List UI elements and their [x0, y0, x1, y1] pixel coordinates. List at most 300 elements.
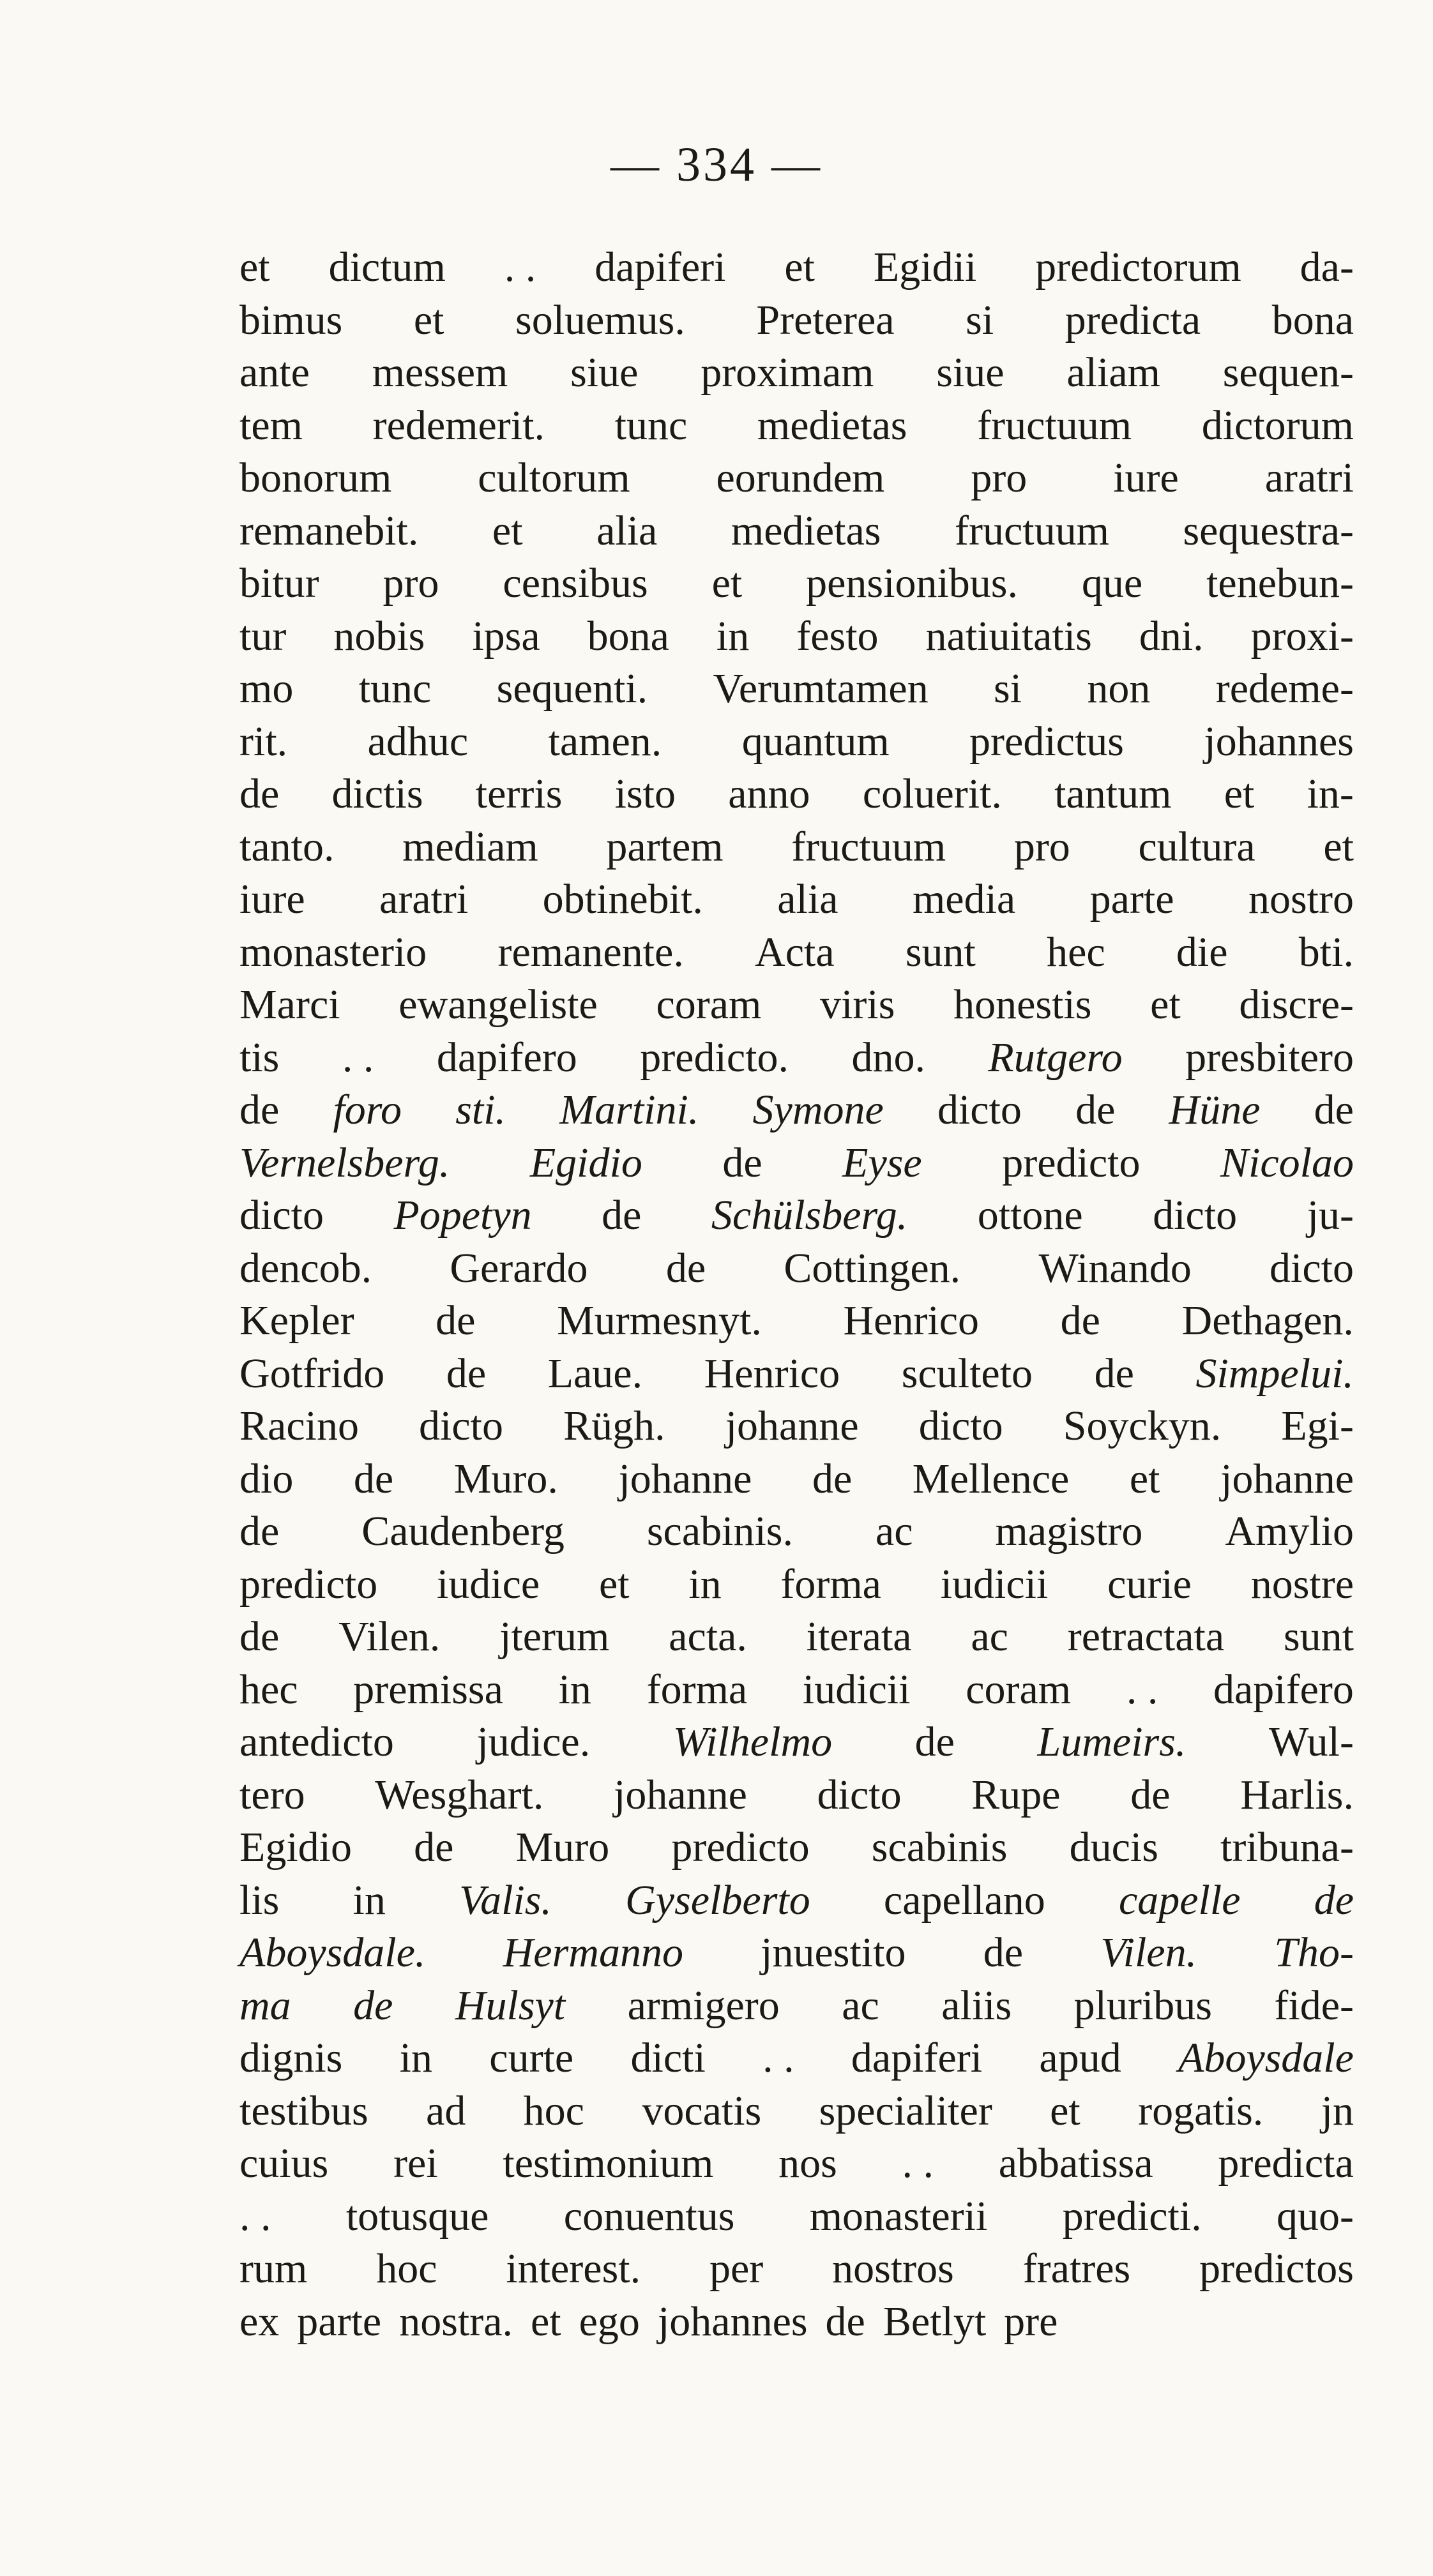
word: ex	[239, 2298, 280, 2345]
word: interest.	[506, 2245, 641, 2292]
word: dictum	[328, 244, 446, 290]
word: Cottingen.	[784, 1244, 961, 1292]
word: et	[784, 244, 815, 290]
text-line	[239, 2137, 1354, 2190]
word: ante	[239, 349, 310, 396]
word: curte	[489, 2035, 574, 2081]
word: et	[1150, 981, 1181, 1028]
word: in	[353, 1876, 386, 1924]
word: hec	[239, 1666, 298, 1713]
italic-word: de	[1314, 1876, 1354, 1924]
word: et	[598, 1560, 630, 1608]
italic-word: sti.	[455, 1087, 506, 1133]
word: bimus	[239, 296, 343, 343]
word: dicto	[1153, 1192, 1238, 1239]
word: predicti.	[1062, 2192, 1202, 2240]
word: terris	[475, 771, 563, 817]
italic-word: Aboysdale	[1178, 2035, 1354, 2081]
word: premissa	[353, 1666, 503, 1713]
word: sunt	[905, 928, 976, 975]
word: natiuitatis	[925, 612, 1092, 659]
word: tunc	[358, 665, 432, 712]
word: sequestra-	[1183, 507, 1354, 554]
word: sunt	[1283, 1613, 1354, 1660]
word: ego	[579, 2298, 640, 2345]
word: cultura	[1138, 823, 1255, 870]
word: jterum	[499, 1613, 610, 1660]
word: si	[994, 665, 1022, 712]
text-line	[239, 1137, 1354, 1190]
word: nostro	[1248, 876, 1354, 923]
word: dignis	[239, 2035, 343, 2081]
word: redeme-	[1215, 665, 1354, 712]
text-line	[239, 347, 1354, 400]
word: aratri	[1264, 455, 1354, 501]
word: testibus	[239, 2087, 368, 2134]
word: . .	[342, 1034, 374, 1081]
word: de	[353, 1455, 394, 1502]
word: ewangeliste	[398, 981, 598, 1028]
word: ipsa	[472, 612, 540, 659]
word: proxi-	[1250, 612, 1354, 659]
word: et	[531, 2298, 561, 2345]
word: siue	[936, 349, 1005, 396]
text-line	[239, 1821, 1354, 1874]
word: parte	[297, 2298, 382, 2345]
word: johannes	[657, 2298, 808, 2345]
word: johanne	[614, 1771, 747, 1818]
word: iudicii	[940, 1560, 1049, 1608]
italic-word: Egidio	[529, 1139, 642, 1186]
italic-word: Eyse	[842, 1139, 922, 1186]
word: nostra.	[399, 2298, 513, 2345]
word: hec	[1047, 928, 1105, 975]
word: de	[825, 2298, 865, 2345]
word: proximam	[701, 349, 874, 396]
word: testimonium	[503, 2140, 714, 2187]
word: dictis	[331, 771, 423, 817]
text-line	[239, 1611, 1354, 1664]
word: predictus	[969, 718, 1124, 765]
word: et	[1129, 1455, 1160, 1502]
word: Gerardo	[450, 1244, 588, 1292]
text-line	[239, 505, 1354, 558]
text-line	[239, 452, 1354, 505]
text-line	[239, 1084, 1354, 1137]
word: eorundem	[716, 455, 885, 501]
word: de	[602, 1192, 642, 1239]
italic-word: Aboysdale.	[239, 1929, 426, 1976]
word: de	[1314, 1087, 1354, 1133]
word: Murmesnyt.	[557, 1297, 762, 1344]
text-line	[239, 663, 1354, 716]
text-line	[239, 1716, 1354, 1769]
word: dno.	[851, 1034, 925, 1081]
italic-word: Vilen.	[1100, 1929, 1197, 1976]
word: fratres	[1022, 2245, 1131, 2292]
text-line	[239, 821, 1354, 874]
word: de	[914, 1719, 955, 1765]
word: Harlis.	[1240, 1771, 1354, 1818]
word: predicta	[1218, 2140, 1354, 2187]
word: cultorum	[478, 455, 630, 501]
word: coram	[966, 1666, 1072, 1713]
word: nostros	[832, 2245, 954, 2292]
italic-word: Valis.	[459, 1876, 552, 1924]
word: pensionibus.	[806, 560, 1018, 606]
word: antedicto	[239, 1719, 394, 1765]
text-line	[239, 1927, 1354, 1980]
word: die	[1176, 928, 1228, 975]
italic-word: Lumeirs.	[1037, 1719, 1187, 1765]
text-line	[239, 1400, 1354, 1453]
italic-word: Vernelsberg.	[239, 1139, 450, 1186]
word: et	[711, 560, 743, 606]
word: da-	[1300, 244, 1354, 290]
word: vocatis	[642, 2087, 762, 2134]
word: Rügh.	[563, 1403, 665, 1449]
word: predicto	[239, 1560, 378, 1608]
word: pro	[383, 560, 439, 606]
word: de	[1094, 1350, 1134, 1397]
word: bti.	[1298, 928, 1354, 975]
word: alia	[777, 876, 838, 923]
word: Winando	[1038, 1244, 1192, 1292]
word: fructuum	[954, 507, 1109, 554]
word: nos	[778, 2140, 837, 2187]
word: iudicii	[802, 1666, 911, 1713]
word: siue	[570, 349, 639, 396]
text-line	[239, 979, 1354, 1032]
word: predictos	[1199, 2245, 1354, 2292]
word: nobis	[333, 612, 425, 659]
text-line	[239, 610, 1354, 663]
word: Mellence	[912, 1455, 1070, 1502]
word: ottone	[977, 1192, 1083, 1239]
text-line	[239, 294, 1354, 347]
word: Soyckyn.	[1063, 1403, 1222, 1449]
italic-word: Hüne	[1169, 1087, 1261, 1133]
word: remanebit.	[239, 507, 419, 554]
text-line	[239, 716, 1354, 769]
text-line	[239, 1348, 1354, 1401]
word: iudice	[436, 1560, 540, 1608]
text-line	[239, 1295, 1354, 1348]
word: Rupe	[971, 1771, 1061, 1818]
word: per	[709, 2245, 764, 2292]
word: festo	[796, 612, 879, 659]
word: ducis	[1069, 1824, 1158, 1871]
word: specialiter	[819, 2087, 992, 2134]
word: ac	[971, 1613, 1008, 1660]
word: forma	[646, 1666, 748, 1713]
word: jn	[1321, 2087, 1354, 2134]
word: retractata	[1067, 1613, 1225, 1660]
word: messem	[372, 349, 508, 396]
italic-word: Wilhelmo	[672, 1719, 833, 1765]
word: discre-	[1239, 981, 1354, 1028]
word: de	[239, 771, 280, 817]
text-line	[239, 1189, 1354, 1242]
word: ac	[875, 1508, 913, 1555]
word: mo	[239, 665, 294, 712]
italic-word: Symone	[752, 1087, 884, 1133]
word: Amylio	[1225, 1508, 1354, 1555]
word: tis	[239, 1034, 280, 1081]
word: pro	[1013, 823, 1070, 870]
word: Dethagen.	[1181, 1297, 1354, 1344]
word: judice.	[476, 1719, 591, 1765]
word: Egidio	[239, 1824, 352, 1871]
word: acta.	[669, 1613, 747, 1660]
word: predicto.	[640, 1034, 789, 1081]
word: Preterea	[756, 296, 895, 343]
word: johanne	[1220, 1455, 1354, 1502]
word: johanne	[618, 1455, 752, 1502]
word: anno	[728, 771, 810, 817]
page-number: — 334 —	[610, 138, 823, 192]
text-line	[239, 1664, 1354, 1717]
word: . .	[239, 2192, 271, 2240]
word: Kepler	[239, 1297, 354, 1344]
word: et	[239, 244, 270, 290]
word: non	[1087, 665, 1151, 712]
word: ac	[842, 1982, 879, 2029]
word: Marci	[239, 981, 340, 1028]
text-line	[239, 2243, 1354, 2296]
word: et	[1224, 771, 1255, 817]
word: de	[665, 1244, 706, 1292]
word: lis	[239, 1876, 280, 1924]
word: bona	[1271, 296, 1354, 343]
word: dni.	[1139, 612, 1204, 659]
italic-word: Hulsyt	[455, 1982, 566, 2029]
word: Racino	[239, 1403, 359, 1449]
italic-word: Popetyn	[393, 1192, 532, 1239]
word: fide-	[1274, 1982, 1354, 2029]
word: parte	[1089, 876, 1174, 923]
word: curie	[1107, 1560, 1192, 1608]
word: dicti	[630, 2035, 706, 2081]
word: de	[1130, 1771, 1171, 1818]
word: dicto	[419, 1403, 503, 1449]
text-line	[239, 768, 1354, 821]
word: dapifero	[436, 1034, 577, 1081]
word: aratri	[379, 876, 469, 923]
word: dicto	[937, 1087, 1022, 1133]
word: scabinis	[871, 1824, 1008, 1871]
word: obtinebit.	[542, 876, 703, 923]
text-line	[239, 1980, 1354, 2033]
word: tur	[239, 612, 287, 659]
word: Acta	[755, 928, 835, 975]
word: apud	[1039, 2035, 1121, 2081]
word: Henrico	[704, 1350, 840, 1397]
word: de	[414, 1824, 454, 1871]
word: tantum	[1054, 771, 1172, 817]
word: Laue.	[547, 1350, 643, 1397]
text-line	[239, 1505, 1354, 1558]
word: partem	[606, 823, 724, 870]
word: bona	[587, 612, 669, 659]
word: et	[413, 296, 444, 343]
word: nostre	[1250, 1560, 1354, 1608]
word: de	[1075, 1087, 1116, 1133]
word: in	[716, 612, 750, 659]
word: conuentus	[563, 2192, 735, 2240]
word: de	[812, 1455, 853, 1502]
word: in	[688, 1560, 722, 1608]
word: magistro	[995, 1508, 1143, 1555]
word: sequen-	[1222, 349, 1354, 396]
italic-word: capelle	[1118, 1876, 1241, 1924]
word: aliam	[1066, 349, 1160, 396]
word: iterata	[806, 1613, 912, 1660]
text-line	[239, 1242, 1354, 1295]
word: dio	[239, 1455, 294, 1502]
word: johannes	[1204, 718, 1354, 765]
word: honestis	[953, 981, 1092, 1028]
word: iure	[1113, 455, 1179, 501]
italic-word: Hermanno	[503, 1929, 683, 1976]
text-line	[239, 1874, 1354, 1927]
word: tenebun-	[1206, 560, 1354, 606]
word: Betlyt	[883, 2298, 987, 2345]
word: de	[983, 1929, 1023, 1976]
word: sequenti.	[496, 665, 648, 712]
word: adhuc	[367, 718, 469, 765]
word: viris	[820, 981, 895, 1028]
word: tunc	[614, 402, 688, 449]
word: Wesghart.	[375, 1771, 544, 1818]
word: de	[239, 1508, 280, 1555]
word: abbatissa	[998, 2140, 1153, 2187]
text-line	[239, 241, 1354, 294]
word: de	[1060, 1297, 1100, 1344]
word: redemerit.	[372, 402, 545, 449]
word: totusque	[345, 2192, 489, 2240]
word: in-	[1307, 771, 1354, 817]
italic-word: foro	[333, 1087, 402, 1133]
word: pluribus	[1073, 1982, 1212, 2029]
word: medietas	[757, 402, 907, 449]
word: . .	[902, 2140, 934, 2187]
italic-word: Nicolao	[1220, 1139, 1354, 1186]
body-text	[239, 241, 1354, 2348]
word: armigero	[627, 1982, 780, 2029]
word: tero	[239, 1771, 305, 1818]
word: sculteto	[901, 1350, 1033, 1397]
text-line	[239, 1769, 1354, 1822]
word: de	[239, 1613, 280, 1660]
italic-word: Schülsberg.	[711, 1192, 908, 1239]
word: de	[436, 1297, 476, 1344]
word: fructuum	[791, 823, 946, 870]
text-line	[239, 1032, 1354, 1085]
word: dicto	[239, 1192, 324, 1239]
word: ad	[426, 2087, 466, 2134]
word: predicto	[671, 1824, 810, 1871]
word: pre	[1004, 2298, 1058, 2345]
word: medietas	[731, 507, 881, 554]
word: rum	[239, 2245, 308, 2292]
word: monasterii	[809, 2192, 988, 2240]
italic-word: Simpelui.	[1195, 1350, 1354, 1397]
word: Caudenberg	[361, 1508, 565, 1555]
word: bonorum	[239, 455, 392, 501]
word: et	[492, 507, 523, 554]
word: soluemus.	[515, 296, 685, 343]
word: cuius	[239, 2140, 329, 2187]
word: scabinis.	[646, 1508, 793, 1555]
italic-word: Tho-	[1274, 1929, 1354, 1976]
word: aliis	[941, 1982, 1012, 2029]
word: dapiferi	[851, 2035, 983, 2081]
text-line	[239, 1453, 1354, 1506]
word: Henrico	[843, 1297, 980, 1344]
word: et	[1323, 823, 1354, 870]
word: et	[1050, 2087, 1080, 2134]
word: predicta	[1065, 296, 1201, 343]
word: de	[722, 1139, 762, 1186]
word: bitur	[239, 560, 319, 606]
word: coram	[656, 981, 762, 1028]
italic-word: Martini.	[559, 1087, 699, 1133]
word: rogatis.	[1138, 2087, 1264, 2134]
word: remanente.	[497, 928, 684, 975]
text-line	[239, 1558, 1354, 1611]
word: ju-	[1307, 1192, 1354, 1239]
word: forma	[780, 1560, 881, 1608]
word: in	[558, 1666, 591, 1713]
word: dicto	[918, 1403, 1003, 1449]
word: . .	[762, 2035, 794, 2081]
word: monasterio	[239, 928, 427, 975]
text-line	[239, 926, 1354, 979]
word: Vilen.	[338, 1613, 441, 1660]
word: Wul-	[1268, 1719, 1354, 1765]
word: hoc	[523, 2087, 584, 2134]
text-line	[239, 2085, 1354, 2138]
word: tamen.	[548, 718, 662, 765]
word: isto	[614, 771, 676, 817]
word: tanto.	[239, 823, 335, 870]
word: Verumtamen	[713, 665, 929, 712]
italic-word: ma	[239, 1982, 291, 2029]
word: dicto	[817, 1771, 902, 1818]
word: alia	[596, 507, 658, 554]
word: Muro.	[453, 1455, 558, 1502]
word: dapiferi	[595, 244, 726, 290]
italic-word: Gyselberto	[625, 1876, 810, 1924]
word: que	[1081, 560, 1143, 606]
word: Egi-	[1281, 1403, 1354, 1449]
word: rit.	[239, 718, 288, 765]
word: iure	[239, 876, 305, 923]
word: quantum	[741, 718, 890, 765]
italic-word: de	[353, 1982, 393, 2029]
word: quo-	[1277, 2192, 1354, 2240]
word: . .	[1126, 1666, 1158, 1713]
word: dencob.	[239, 1244, 372, 1292]
text-line	[239, 557, 1354, 610]
word: in	[399, 2035, 432, 2081]
word: predictorum	[1035, 244, 1241, 290]
word: Egidii	[873, 244, 977, 290]
word: de	[446, 1350, 487, 1397]
word: jnuestito	[761, 1929, 906, 1976]
word: rei	[393, 2140, 438, 2187]
